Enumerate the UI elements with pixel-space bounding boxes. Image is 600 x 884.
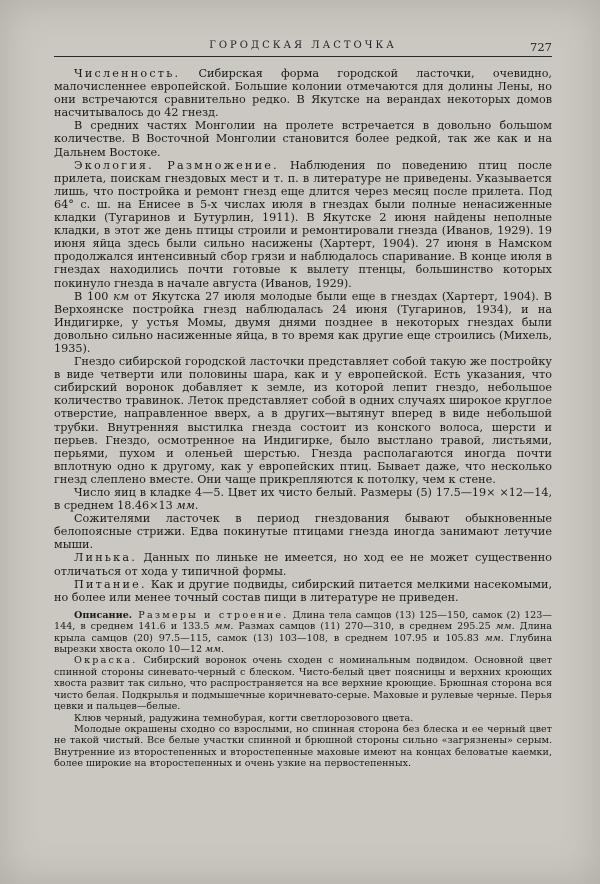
text-segment: Сибирский воронок очень сходен с номинальным подвидом. Основной цвет спинной стороны синевато-черный с блеском. Чисто-белый цвет поясницы и верхних кроющих хвоста развит так сильно, что распространяется на все верхние кроющие. Брюшная сторона вся чисто белая. Подкрылья и подмышечные коричневато-серые. Маховые и рулевые черные. Перья цевки и пальцев—белые.	[54, 655, 552, 713]
paragraph	[54, 159, 552, 290]
text-segment: Окраска.	[74, 655, 138, 667]
text-segment: от Якутска 27 июля молодые были еще в гнездах (Хартерт, 1904). В Верхоянске постройка гнезд наблюдалась 24 июня (Тугаринов, 1934), и на Индигирке, у устья Момы, двумя днями позднее в некоторых гнездах были довольно сильно насиженные яйца, в то время как другие еще строились (Михель, 1935).	[54, 289, 552, 355]
text-segment: мм	[176, 499, 195, 513]
text-segment: Как и другие подвиды, сибирский питается мелкими насекомыми, но более или менее точный состав пищи в литературе не приведен.	[54, 577, 552, 604]
running-title: ГОРОДСКАЯ ЛАСТОЧКА	[209, 40, 397, 51]
text-segment: Длина тела самцов (13) 125—150, самок (2) 123—144, в среднем 141.6 и 133.5	[54, 609, 552, 633]
paragraph	[54, 551, 552, 577]
text-segment: В средних частях Монголии на пролете встречается в довольно большом количестве. В Восточной Монголии становится более редкой, так же как и на Дальнем Востоке.	[54, 119, 552, 159]
text-segment: Молодые окрашены сходно со взрослыми, но спинная сторона без блеска и ее черный цвет не такой чистый. Все белые участки спинной и брюшной стороны сильно «загрязнены» серым. Внутренние из второстепенных и второстепенные маховые имеют на концах беловатые каемки, более широкие на второстепенных и очень узкие на первостепенных.	[54, 723, 552, 770]
text-segment: . Длина крыла самцов (20) 97.5—115, самок (13) 103—108, в среднем 107.95 и 105.83	[54, 621, 552, 644]
text-segment: мм	[214, 621, 231, 633]
paragraph	[54, 290, 552, 355]
text-segment: Наблюдения по поведению птиц после прилета, поискам гнездовых мест и т. п. в литературе не приведены. Указывается лишь, что постройка и ремонт гнезд еще длится через месяц после прилета. Под 64° с. ш. на Енисее в 5-х числах июля в гнездах были полные ненасиженные кладки (Тугаринов и Бутурлин, 1911). В Якутске 2 июня найдены неполные кладки, в этот же день птицы строили и ремонтировали гнезда (Иванов, 1929). 19 июня яйца здесь были сильно насижены (Хартерт, 1904). 27 июня в Намском продолжался интенсивный сбор грязи и наблюдалось спаривание. В конце июля в гнездах находились почти готовые к вылету птенцы, большинство которых покинуло гнезда в начале августа (Иванов, 1929).	[54, 158, 552, 290]
text-segment: Экология.	[74, 158, 154, 172]
paragraph	[54, 655, 552, 712]
text-segment: Гнездо сибирской городской ласточки представляет собой такую же постройку в виде четверти или половины шара, как и у европейской. Есть указания, что сибирский воронок добавляет к земле, из которой лепит гнездо, небольшое количество травинок. Леток представляет собой в одних случаях широкое круглое отверстие, направленное вверх, а в других—вытянут вперед в виде небольшой трубки. Внутренняя выстилка гнезда состоит из конского волоса, шерсти и перьев. Гнездо, осмотренное на Индигирке, было выстлано травой, листьями, перьями, пухом и оленьей шерстью. Гнезда располагаются иногда почти вплотную одно к другому, как у европейских птиц. Бывает даже, что несколько гнезд слеплено вместе. Они чаще прикрепляются к потолку, чем к стене.	[54, 355, 552, 486]
running-head	[54, 40, 552, 57]
text-segment: мм	[484, 632, 501, 644]
text-segment: Численность.	[74, 67, 181, 80]
paragraph	[54, 578, 552, 604]
text-segment: Описание.	[74, 609, 133, 621]
text-segment: Размножение.	[153, 158, 279, 172]
text-segment: км	[113, 289, 130, 303]
text-segment: мм	[495, 621, 512, 633]
text-segment: . Глубина вырезки хвоста около 10—12	[54, 632, 552, 656]
text-segment: Клюв черный, радужина темнобурая, когти светлорозового цвета.	[74, 712, 414, 724]
text-segment: Питание.	[74, 577, 147, 591]
text-segment: Сибирская форма городской ласточки, очевидно, малочисленнее европейской. Большие колонии отмечаются для долины Лены, но они встречаются сравнительно редко. В Якутске на верандах некоторых домов насчитывалось до 42 гнезд.	[54, 67, 552, 120]
text-segment: мм	[205, 644, 222, 656]
paragraph	[54, 512, 552, 551]
paragraph	[54, 67, 552, 119]
text-segment: . Размах самцов (11) 270—310, в среднем 295.25	[230, 621, 496, 633]
text-segment: Размеры и строение.	[132, 609, 289, 621]
text-segment: Данных по линьке не имеется, но ход ее не может существенно отличаться от хода у типичной формы.	[54, 551, 552, 578]
text-segment: Число яиц в кладке 4—5. Цвет их чисто белый. Размеры (5) 17.5—19× ×12—14, в среднем 18.46×13	[54, 486, 552, 513]
paragraph	[54, 486, 552, 512]
text-segment: В 100	[74, 289, 114, 303]
paragraph	[54, 610, 552, 656]
paragraph	[54, 724, 552, 770]
text-segment: .	[221, 644, 225, 656]
text-body	[54, 67, 552, 770]
text-segment: .	[194, 499, 199, 513]
page-number: 727	[530, 40, 552, 54]
paragraph	[54, 355, 552, 486]
text-segment: Линька.	[74, 551, 137, 565]
text-segment: Сожителями ласточек в период гнездования бывают обыкновенные белопоясные стрижи. Едва покинутые птицами гнезда иногда занимают летучие мыши.	[54, 512, 552, 552]
paragraph	[54, 119, 552, 158]
paragraph	[54, 713, 552, 724]
